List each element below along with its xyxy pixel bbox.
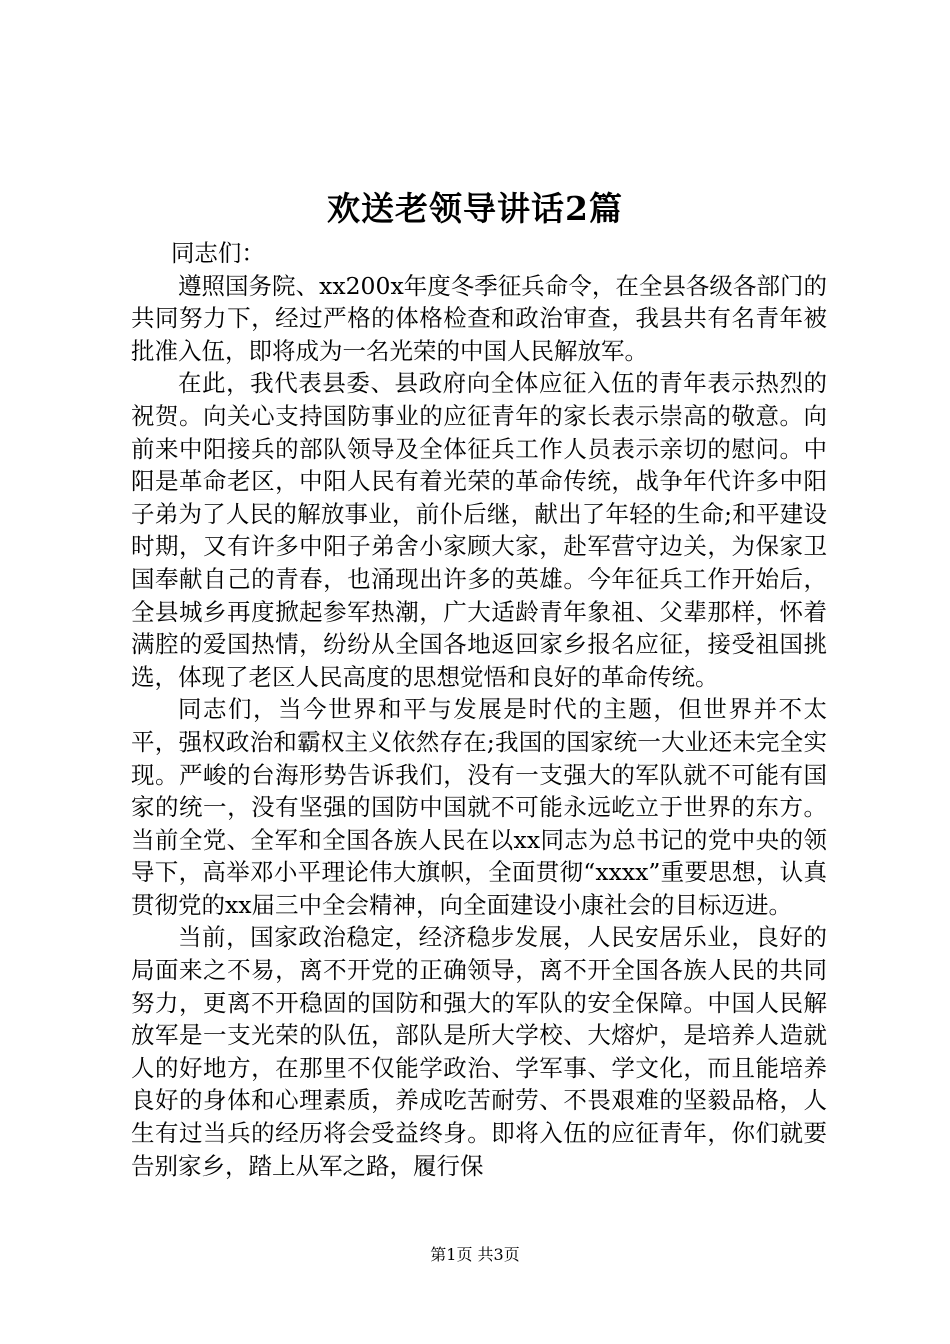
- paragraph-2: 在此，我代表县委、县政府向全体应征入伍的青年表示热烈的祝贺。向关心支持国防事业的应征青年的家长表示崇高的敬意。向前来中阳接兵的部队领导及全体征兵工作人员表示亲切的慰问。中阳是革命老区，中阳人民有着光荣的革命传统，战争年代许多中阳子弟为了人民的解放事业，前仆后继，献出了年轻的生命;和平建设时期，又有许多中阳子弟舍小家顾大家，赴军营守边关，为保家卫国奉献自己的青春，也涌现出许多的英雄。今年征兵工作开始后，全县城乡再度掀起参军热潮，广大适龄青年象祖、父辈那样，怀着满腔的爱国热情，纷纷从全国各地返回家乡报名应征，接受祖国挑选，体现了老区人民高度的思想觉悟和良好的革命传统。: [131, 369, 827, 691]
- paragraph-3: 同志们，当今世界和平与发展是时代的主题，但世界并不太平，强权政治和霸权主义依然存在;我国的国家统一大业还未完全实现。严峻的台海形势告诉我们，没有一支强大的军队就不可能有国家的统一，没有坚强的国防中国就不可能永远屹立于世界的东方。当前全党、全军和全国各族人民在以xx同志为总书记的党中央的领导下，高举邓小平理论伟大旗帜，全面贯彻“xxxx”重要思想，认真贯彻党的xx届三中全会精神，向全面建设小康社会的目标迈进。: [131, 695, 827, 919]
- paragraph-4: 当前，国家政治稳定，经济稳步发展，人民安居乐业，良好的局面来之不易，离不开党的正确领导，离不开全国各族人民的共同努力，更离不开稳固的国防和强大的军队的安全保障。中国人民解放军是一支光荣的队伍，部队是所大学校、大熔炉，是培养人造就人的好地方，在那里不仅能学政治、学军事、学文化，而且能培养良好的身体和心理素质，养成吃苦耐劳、不畏艰难的坚毅品格，人生有过当兵的经历将会受益终身。即将入伍的应征青年，你们就要告别家乡，踏上从军之路，履行保: [131, 923, 827, 1180]
- paragraph-1: 遵照国务院、xx200x年度冬季征兵命令，在全县各级各部门的共同努力下，经过严格的体格检查和政治审查，我县共有名青年被批准入伍，即将成为一名光荣的中国人民解放军。: [131, 271, 827, 365]
- document-title: 欢送老领导讲话2篇: [327, 189, 623, 228]
- page-footer: 第1页 共3页: [430, 1245, 520, 1264]
- document-body: [131, 237, 827, 1182]
- salutation: 同志们：: [170, 239, 265, 267]
